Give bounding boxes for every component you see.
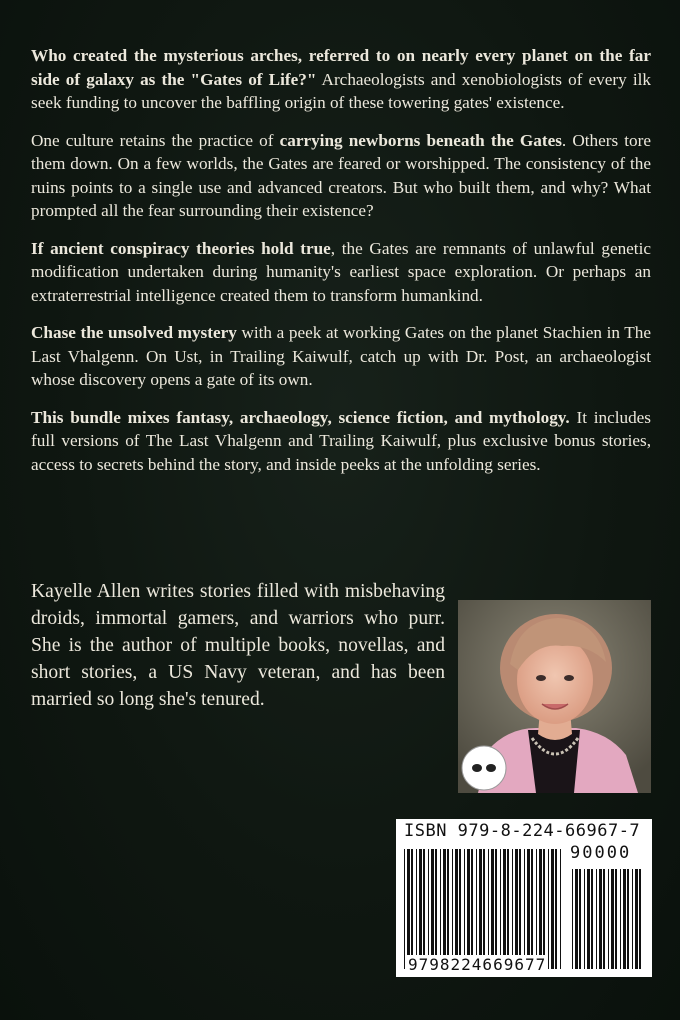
barcode-bar [620, 869, 621, 969]
barcode-bar [584, 869, 585, 969]
barcode-bar [455, 849, 458, 969]
barcode-bar [539, 849, 542, 969]
barcode-bar [524, 849, 525, 969]
isbn-label: ISBN 979-8-224-66967-7 [404, 821, 641, 841]
back-cover-blurb [31, 44, 651, 490]
barcode-bar [603, 869, 605, 969]
barcode-bar [467, 849, 470, 969]
barcode-bar [495, 849, 497, 969]
barcode-bar [428, 849, 429, 969]
barcode-bar [632, 869, 633, 969]
barcode-bar [519, 849, 521, 969]
blurb-p4-bold: Chase the unsolved mystery [31, 323, 237, 342]
barcode-bar [452, 849, 453, 969]
blurb-paragraph-4 [31, 321, 651, 392]
author-bio: Kayelle Allen writes stories filled with misbehaving droids, immortal gamers, and warriors who purr. She is the author of multiple books, novellas, and short stories, a US Navy veteran, and has been married so long she's tenured. [31, 581, 445, 710]
barcode-bar [579, 869, 581, 969]
blurb-p3-text: , the Gates are remnants of unlawful genetic modification undertaken during humanity's earliest space exploration. Or perhaps an extraterrestrial intelligence created them to transform humankind. [31, 238, 651, 305]
barcode-bar [471, 849, 473, 969]
barcode-bar [591, 869, 593, 969]
barcode-bar [411, 849, 413, 969]
barcode-bar [404, 849, 405, 969]
blurb-paragraph-1 [31, 44, 651, 115]
barcode-bar [639, 869, 641, 969]
barcode-bar [615, 869, 617, 969]
barcode-bar [611, 869, 614, 969]
barcode-bar [543, 849, 545, 969]
barcode-bar [560, 849, 561, 969]
barcode-bar [447, 849, 449, 969]
barcode-bar [572, 869, 573, 969]
barcode-bar [515, 849, 518, 969]
blurb-p5-bold: This bundle mixes fantasy, archaeology, science fiction, and mythology. [31, 407, 570, 427]
barcode-bar [483, 849, 485, 969]
author-portrait-image [458, 600, 651, 793]
blurb-p2-bold: carrying newborns beneath the Gates [279, 130, 562, 150]
barcode-bar [548, 849, 549, 969]
blurb-p5-text: It includes full versions of The Last Vhalgenn and Trailing Kaiwulf, plus exclusive bonus stories, access to secrets behind the story, and inside peeks at the unfolding series. [31, 407, 651, 474]
author-photo [458, 600, 651, 793]
blurb-p3-bold: If ancient conspiracy theories hold true [31, 238, 331, 258]
barcode-bar [488, 849, 489, 969]
barcode-bar [512, 849, 513, 969]
barcode-bar [416, 849, 417, 969]
barcode-bar [423, 849, 425, 969]
price-code: 90000 [570, 843, 632, 863]
barcode-bar [551, 849, 554, 969]
barcode-bar [527, 849, 530, 969]
site-badge [462, 746, 506, 790]
barcode-bar [635, 869, 638, 969]
barcode-bar [479, 849, 482, 969]
blurb-paragraph-5 [31, 406, 651, 477]
barcode-bar [491, 849, 494, 969]
barcode-bar [476, 849, 477, 969]
barcode-bar [627, 869, 629, 969]
barcode-number: 9798224669677 [408, 955, 547, 974]
barcode-bar [435, 849, 437, 969]
barcode-bar [536, 849, 537, 969]
blurb-p1-bold: Who created the mysterious arches, referred to on nearly every planet on the far side of galaxy as the "Gates of Life?" [31, 46, 651, 89]
barcode-bar [608, 869, 609, 969]
barcode-bar [503, 849, 506, 969]
blurb-paragraph-2 [31, 129, 651, 223]
barcode-bar [443, 849, 446, 969]
barcode-bar [407, 849, 410, 969]
blurb-paragraph-3 [31, 237, 651, 308]
barcode-bar [459, 849, 461, 969]
barcode-bar [575, 869, 578, 969]
barcode-bar [587, 869, 590, 969]
barcode-bar [555, 849, 557, 969]
barcode-bar [623, 869, 626, 969]
blurb-p1-text: Archaeologists and xenobiologists of every ilk seek funding to uncover the baffling origin of these towering gates' existence. [31, 69, 651, 112]
isbn-barcode [396, 819, 652, 977]
barcode-bar [507, 849, 509, 969]
barcode-bar [464, 849, 465, 969]
blurb-p4-text: with a peek at working Gates on the planet Stachien in The Last Vhalgenn. On Ust, in Trailing Kaiwulf, catch up with Dr. Post, an archaeologist whose discovery opens a gate of its own. [31, 323, 651, 389]
barcode-bar [431, 849, 434, 969]
barcode-bar [599, 869, 602, 969]
barcode-bar [596, 869, 597, 969]
barcode-bar [440, 849, 441, 969]
blurb-p2-text: . Others tore them down. On a few worlds, the Gates are feared or worshipped. The consistency of the ruins points to a single use and advanced creators. But who built them, and why? What prompted all the fear surrounding their existence? [31, 130, 651, 220]
blurb-p2-start: One culture retains the practice of [31, 130, 280, 150]
barcode-bar [500, 849, 501, 969]
barcode-bar [531, 849, 533, 969]
barcode-bar [419, 849, 422, 969]
